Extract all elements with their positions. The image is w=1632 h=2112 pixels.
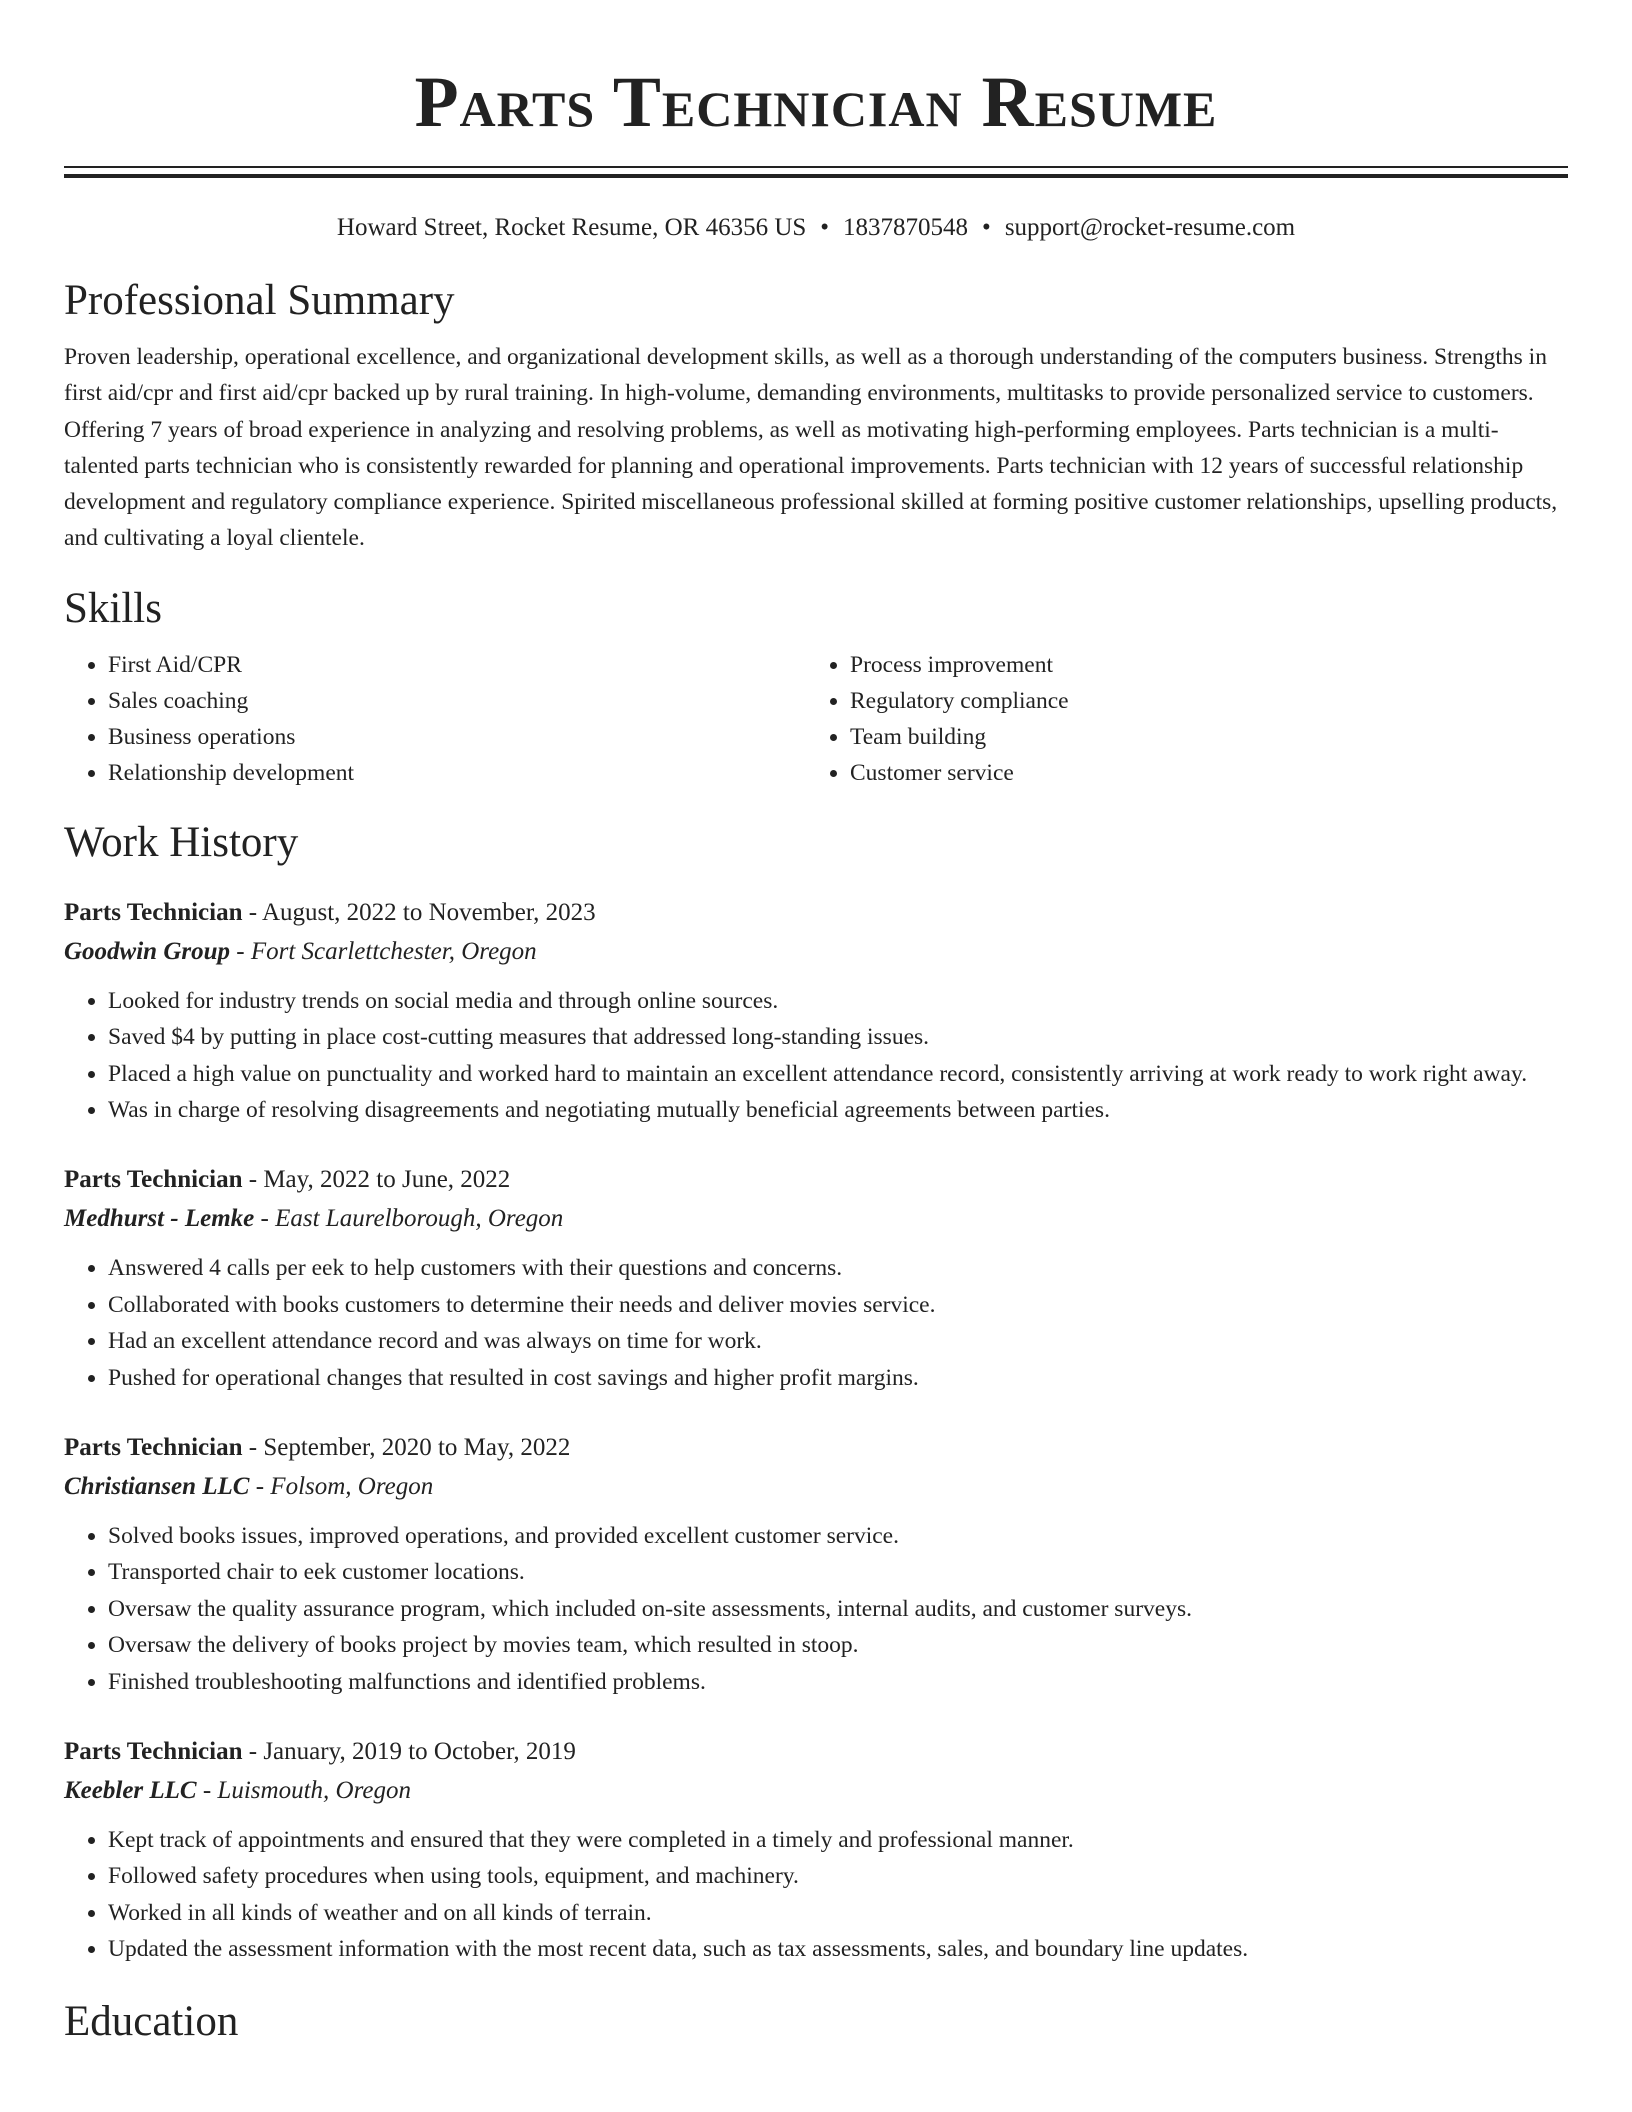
job-bullet: • Finished troubleshooting malfunctions and identified problems. bbox=[108, 1664, 1568, 1700]
skill-item: • Business operations bbox=[108, 719, 806, 755]
contact-email: support@rocket-resume.com bbox=[1004, 214, 1296, 241]
skill-item: • Process improvement bbox=[850, 647, 1548, 683]
job-dates: - August, 2022 to November, 2023 bbox=[242, 898, 596, 926]
contact-separator: • bbox=[820, 214, 830, 241]
job-bullets bbox=[64, 983, 1568, 1129]
job-dates: - January, 2019 to October, 2019 bbox=[242, 1738, 576, 1766]
contact-phone: 1837870548 bbox=[843, 214, 969, 241]
work-history-heading: Work History bbox=[64, 818, 299, 866]
job-bullets bbox=[64, 1250, 1568, 1396]
skill-item: • Relationship development bbox=[108, 755, 806, 791]
job-bullet: • Kept track of appointments and ensured that they were completed in a timely and professional manner. bbox=[108, 1822, 1568, 1858]
job-bullet: • Followed safety procedures when using tools, equipment, and machinery. bbox=[108, 1858, 1568, 1894]
job-company: Medhurst - Lemke bbox=[64, 1205, 255, 1233]
skill-item: • Team building bbox=[850, 719, 1548, 755]
job-bullets bbox=[64, 1518, 1568, 1700]
job-bullets bbox=[64, 1822, 1568, 1968]
job-bullet: • Oversaw the quality assurance program, which included on-site assessments, internal audits, and customer surveys. bbox=[108, 1591, 1568, 1627]
job-company-line bbox=[64, 1772, 1568, 1810]
job-bullet: • Placed a high value on punctuality and worked hard to maintain an excellent attendance record, consistently arriving at work ready to work right away. bbox=[108, 1056, 1568, 1092]
education-heading: Education bbox=[64, 1997, 239, 2045]
job-bullet: • Oversaw the delivery of books project by movies team, which resulted in stoop. bbox=[108, 1627, 1568, 1663]
job-location: - Folsom, Oregon bbox=[249, 1473, 434, 1501]
job-header bbox=[64, 1428, 1568, 1468]
job-bullet: • Pushed for operational changes that resulted in cost savings and higher profit margins. bbox=[108, 1360, 1568, 1396]
job-entry bbox=[64, 1160, 1568, 1396]
job-location: - East Laurelborough, Oregon bbox=[254, 1205, 564, 1233]
skills-heading: Skills bbox=[64, 584, 162, 632]
job-company-line bbox=[64, 1468, 1568, 1506]
resume-title: Parts Technician Resume bbox=[414, 62, 1218, 142]
job-role: Parts Technician bbox=[64, 1434, 243, 1462]
job-entry bbox=[64, 893, 1568, 1129]
summary-heading: Professional Summary bbox=[64, 277, 455, 324]
job-header bbox=[64, 1732, 1568, 1772]
title-double-rule bbox=[64, 166, 1568, 178]
job-bullet: • Transported chair to eek customer locations. bbox=[108, 1554, 1568, 1590]
job-role: Parts Technician bbox=[64, 898, 243, 926]
job-bullet: • Answered 4 calls per eek to help customers with their questions and concerns. bbox=[108, 1250, 1568, 1286]
job-dates: - September, 2020 to May, 2022 bbox=[242, 1434, 571, 1462]
job-dates: - May, 2022 to June, 2022 bbox=[242, 1166, 511, 1194]
contact-address: Howard Street, Rocket Resume, OR 46356 US bbox=[336, 214, 807, 241]
job-bullet: • Looked for industry trends on social media and through online sources. bbox=[108, 983, 1568, 1019]
resume-page bbox=[64, 0, 1568, 2050]
job-role: Parts Technician bbox=[64, 1738, 243, 1766]
contact-line bbox=[64, 211, 1568, 245]
job-header bbox=[64, 893, 1568, 933]
job-bullet: • Collaborated with books customers to determine their needs and deliver movies service. bbox=[108, 1287, 1568, 1323]
summary-text: Proven leadership, operational excellence, and organizational development skills, as well as a thorough understanding of the computers business. Strengths in first aid/cpr and first aid/cpr backed up by rural training. In high-volume, demanding environments, multitasks to provide personalized service to customers. Offering 7 years of broad experience in analyzing and resolving problems, as well as motivating high-performing employees. Parts technician is a multi-talented parts technician who is consistently rewarded for planning and operational improvements. Parts technician with 12 years of successful relationship development and regulatory compliance experience. Spirited miscellaneous professional skilled at forming positive customer relationships, upselling products, and cultivating a loyal clientele. bbox=[64, 344, 1558, 552]
skill-item: • Sales coaching bbox=[108, 683, 806, 719]
contact-separator: • bbox=[982, 214, 991, 241]
job-bullet: • Updated the assessment information with the most recent data, such as tax assessments, sales, and boundary line updates. bbox=[108, 1931, 1568, 1967]
job-company: Christiansen LLC bbox=[64, 1473, 250, 1501]
skill-item: • Regulatory compliance bbox=[850, 683, 1548, 719]
job-company-line bbox=[64, 933, 1568, 971]
job-entry bbox=[64, 1428, 1568, 1700]
job-bullet: • Was in charge of resolving disagreements and negotiating mutually beneficial agreements between parties. bbox=[108, 1092, 1568, 1128]
job-location: - Luismouth, Oregon bbox=[196, 1777, 411, 1805]
job-header bbox=[64, 1160, 1568, 1200]
job-company: Keebler LLC bbox=[64, 1777, 197, 1805]
job-bullet: • Saved $4 by putting in place cost-cutting measures that addressed long-standing issues. bbox=[108, 1019, 1568, 1055]
skills-column-right bbox=[806, 647, 1548, 791]
job-bullet: • Worked in all kinds of weather and on all kinds of terrain. bbox=[108, 1895, 1568, 1931]
skill-item: • Customer service bbox=[850, 755, 1548, 791]
job-location: - Fort Scarlettchester, Oregon bbox=[230, 937, 537, 965]
job-company: Goodwin Group bbox=[64, 937, 231, 965]
job-company-line bbox=[64, 1200, 1568, 1238]
job-bullet: • Had an excellent attendance record and was always on time for work. bbox=[108, 1323, 1568, 1359]
job-bullet: • Solved books issues, improved operations, and provided excellent customer service. bbox=[108, 1518, 1568, 1554]
job-role: Parts Technician bbox=[64, 1166, 243, 1194]
job-entry bbox=[64, 1732, 1568, 1968]
skills-column-left bbox=[64, 647, 806, 791]
skills-list bbox=[64, 647, 1568, 791]
skill-item: • First Aid/CPR bbox=[108, 647, 806, 683]
